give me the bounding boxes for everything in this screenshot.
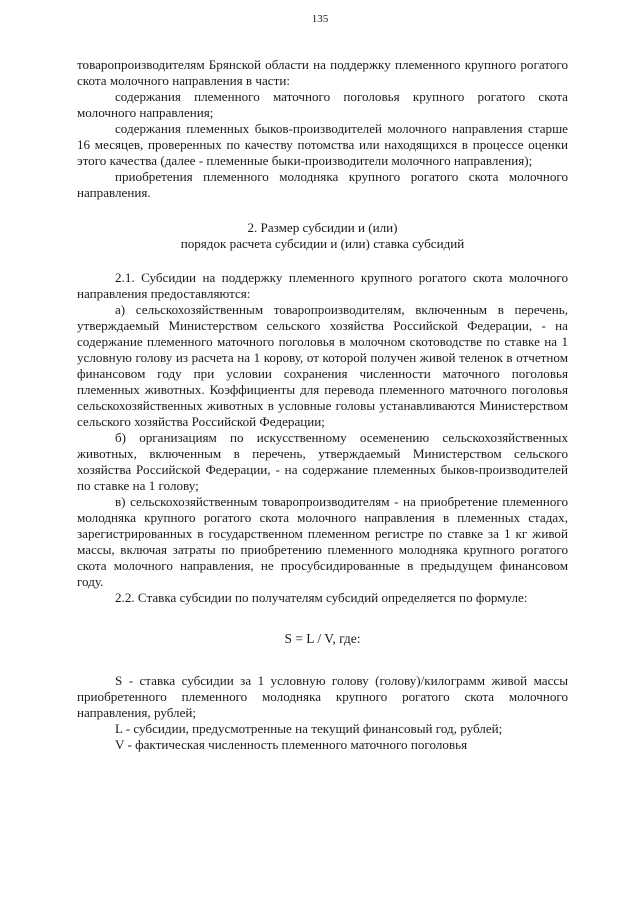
definition-l: L - субсидии, предусмотренные на текущий финансовый год, рублей; bbox=[115, 720, 503, 736]
page-number: 135 bbox=[311, 13, 329, 25]
paragraph-item-bulls: содержания племенных быков-производителей молочного направления старше 16 месяцев, проверенных по качеству потомства или находящихся в процессе оценки этого качества (далее - племенные быки-производители молочного направления); bbox=[77, 121, 568, 169]
paragraph-2-1-b: б) организациям по искусственному осеменению сельскохозяйственных животных, включенным в перечень, утверждаемый Министерством сельского хозяйства Российской Федерации, - на содержание племенных быков-производителей по ставке на 1 голову; bbox=[77, 429, 568, 494]
paragraph-2-1-v: в) сельскохозяйственным товаропроизводителям - на приобретение племенного молодняка крупного рогатого скота молочного направления в племенных стадах, зарегистрированных в государственном племенном регистре по ставке за 1 кг живой массы, включая затраты по приобретению племенного молодняка крупного рогатого скота молочного направления, не просубсидированные в предыдущем финансовом году. bbox=[77, 494, 568, 590]
paragraph-item-young: приобретения племенного молодняка крупного рогатого скота молочного направления. bbox=[77, 169, 568, 201]
paragraph-item-maternal: содержания племенного маточного поголовья крупного рогатого скота молочного направления; bbox=[77, 89, 568, 121]
section-heading-line1: 2. Размер субсидии и (или) bbox=[247, 220, 398, 236]
paragraph-intro: товаропроизводителям Брянской области на поддержку племенного крупного рогатого скота молочного направления в части: bbox=[77, 57, 568, 89]
formula: S = L / V, где: bbox=[284, 630, 361, 646]
section-heading-line2: порядок расчета субсидии и (или) ставка субсидий bbox=[180, 236, 465, 252]
definition-s: S - ставка субсидии за 1 условную голову (голову)/килограмм живой массы приобретенного племенного молодняка крупного рогатого скота молочного направления, рублей; bbox=[77, 672, 568, 720]
definition-v: V - фактическая численность племенного маточного поголовья bbox=[115, 736, 468, 752]
paragraph-2-2: 2.2. Ставка субсидии по получателям субсидий определяется по формуле: bbox=[115, 590, 528, 606]
paragraph-2-1: 2.1. Субсидии на поддержку племенного крупного рогатого скота молочного направления предоставляются: bbox=[77, 269, 568, 301]
paragraph-2-1-a: а) сельскохозяйственным товаропроизводителям, включенным в перечень, утверждаемый Министерством сельского хозяйства Российской Федерации, - на содержание племенного маточного поголовья в молочном скотоводстве по ставке на 1 условную голову из расчета на 1 корову, от которой получен живой теленок в отчетном финансовом году при условии сохранения численности маточного поголовья племенных животных. Коэффициенты для перевода племенного маточного поголовья сельскохозяйственных животных в условные головы устанавливаются Министерством сельского хозяйства Российской Федерации; bbox=[77, 301, 568, 429]
document-body bbox=[77, 57, 568, 753]
